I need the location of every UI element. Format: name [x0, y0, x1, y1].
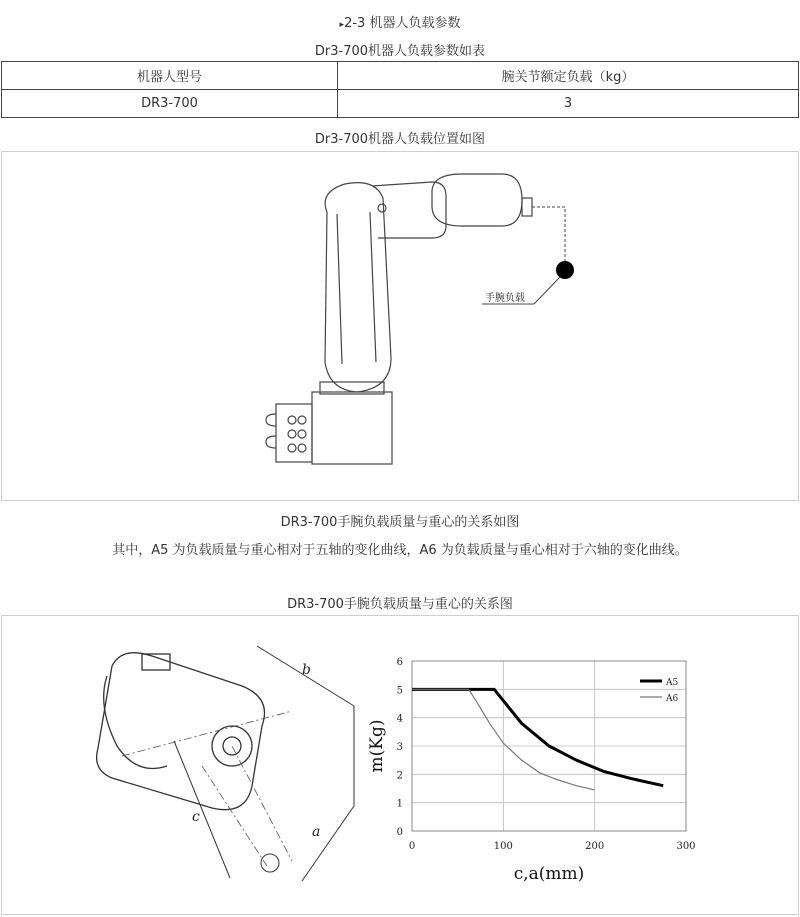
table-row: [2, 90, 799, 118]
description-title: DR3-700手腕负载质量与重心的关系如图: [280, 515, 520, 530]
y-tick-label: 4: [396, 713, 403, 725]
payload-marker: [556, 261, 574, 279]
cell-model: DR3-700: [2, 90, 338, 118]
robot-drawing: [2, 152, 798, 500]
y-tick-label: 2: [396, 770, 403, 782]
figure2-caption: DR3-700手腕负载质量与重心的关系图: [287, 597, 513, 612]
load-center-marker: [261, 854, 279, 872]
cell-load: 3: [338, 90, 799, 118]
legend-label-a5: A5: [666, 678, 679, 688]
x-tick-label: 0: [408, 841, 416, 852]
y-tick-label: 0: [396, 827, 403, 838]
robot-base: [312, 392, 392, 464]
payload-label: 手腕负载: [485, 293, 525, 304]
wrist-dimension-drawing: [2, 616, 382, 914]
y-tick-label: 1: [396, 798, 403, 810]
y-axis-label: m(Kg): [367, 719, 387, 773]
y-tick-label: 3: [396, 742, 403, 753]
table-caption: Dr3-700机器人负载参数如表: [314, 44, 486, 59]
heading-text: 2-3 机器人负载参数: [344, 16, 461, 31]
legend-label-a6: A6: [666, 694, 679, 704]
wrist-body: [97, 653, 265, 810]
robot-lower-arm: [325, 183, 391, 392]
y-tick-label: 6: [396, 657, 403, 668]
robot-figure-frame: [1, 151, 799, 501]
description-text: 其中，A5 为负载质量与重心相对于五轴的变化曲线，A6 为负载质量与重心相对于六轴的变化曲线。: [112, 543, 688, 558]
dim-a-label: a: [312, 824, 321, 840]
dim-c-label: c: [192, 809, 200, 825]
payload-leader-line: [532, 207, 565, 262]
figure1-caption: Dr3-700机器人负载位置如图: [314, 132, 486, 147]
header-model: 机器人型号: [2, 62, 338, 90]
x-axis-label: c,a(mm): [513, 864, 585, 884]
heading-marker: ▸: [339, 20, 345, 30]
robot-connector-panel: [276, 404, 312, 462]
load-spec-table: [1, 61, 799, 118]
x-tick-label: 100: [493, 841, 513, 852]
section-heading: [0, 12, 800, 31]
dim-a-line: [302, 806, 354, 881]
x-tick-label: 200: [585, 841, 605, 852]
load-curve-chart: [362, 616, 762, 914]
y-tick-label: 5: [396, 685, 403, 697]
x-tick-label: 300: [676, 841, 696, 852]
load-figure-frame: [1, 615, 799, 915]
header-rated-load: 腕关节额定负载（kg）: [338, 62, 799, 90]
dim-b-label: b: [302, 662, 311, 678]
table-header-row: [2, 62, 799, 90]
